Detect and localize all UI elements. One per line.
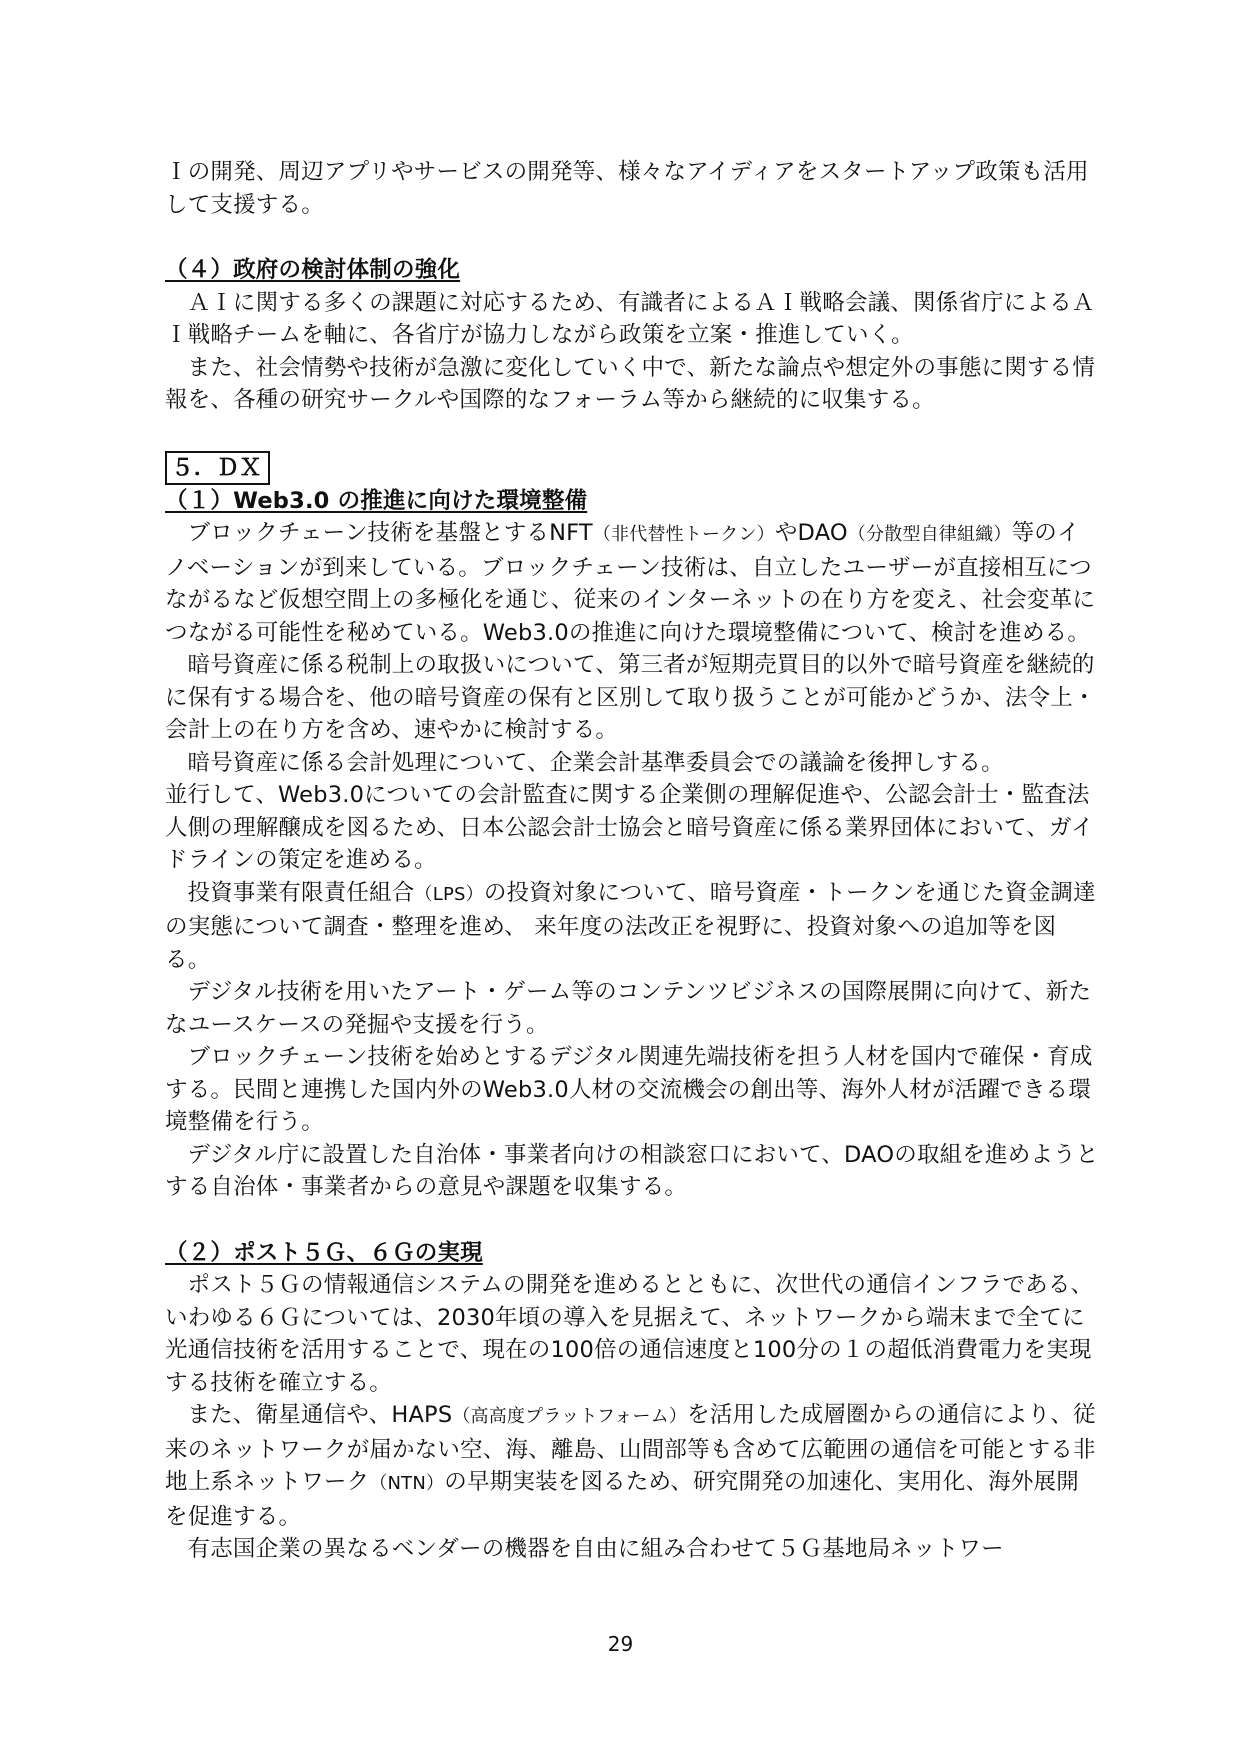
spacer (165, 417, 1100, 447)
paragraph-sec5-1-7: ブロックチェーン技術を始めとするデジタル関連先端技術を担う人材を国内で確保・育成する。民間と連携した国内外のWeb3.0人材の交流機会の創出等、海外人材が活躍できる環境整備を行う。 (165, 1044, 1093, 1135)
page-number: 29 (607, 1632, 634, 1656)
annotation-note: （分散型自律組織） (847, 524, 1012, 545)
heading-sec5-1: （１）Web3.0 の推進に向けた環境整備 (165, 487, 588, 514)
paragraph-sec4-1: ＡＩに関する多くの課題に対応するため、有識者によるＡＩ戦略会議、関係省庁によるＡＩ戦略チームを軸に、各省庁が協力しながら政策を立案・推進していく。 (165, 289, 1095, 348)
text-segment: を活用した成層圏からの通信により、従来のネットワークが届かない空、海、離島、山間部等も含めて広範囲の通信を可能とする非地上系ネットワーク (165, 1402, 1096, 1495)
paragraph-sec5-1-3: 暗号資産に係る会計処理について、企業会計基準委員会での議論を後押しする。 (187, 749, 1004, 776)
paragraph-sec5-2-3: 有志国企業の異なるベンダーの機器を自由に組み合わせて５Ｇ基地局ネットワー (187, 1536, 1004, 1562)
annotation-note: （NTN） (369, 1473, 445, 1494)
text-segment: また、衛星通信や、HAPS (187, 1402, 453, 1428)
text-segment: 等のイノベーションが到来している。ブロックチェーン技術は、自立したユーザーが直接相互につながるなど仮想空間上の多極化を通じ、従来のインターネットの在り方を変え、社会変革につながる可能性を秘めている。Web3.0の推進に向けた環境整備について、検討を進める。 (165, 520, 1096, 646)
spacer (165, 221, 1100, 254)
paragraph-sec4-2: また、社会情勢や技術が急激に変化していく中で、新たな論点や想定外の事態に関する情報を、各種の研究サークルや国際的なフォーラム等から継続的に収集する。 (165, 354, 1096, 413)
text-segment: の早期実装を図るため、研究開発の加速化、実用化、海外展開を促進する。 (165, 1469, 1079, 1530)
text-segment: 投資事業有限責任組合 (187, 879, 415, 906)
paragraph-sec5-1-4: 並行して、Web3.0についての会計監査に関する企業側の理解促進や、公認会計士・監査法人側の理解醸成を図るため、日本公認会計士協会と暗号資産に係る業界団体において、ガイドラインの策定を進める。 (165, 782, 1094, 873)
intro-paragraph: Ｉの開発、周辺アプリやサービスの開発等、様々なアイディアをスタートアップ政策も活用して支援する。 (165, 159, 1089, 218)
paragraph-sec5-2-1: ポスト５Ｇの情報通信システムの開発を進めるとともに、次世代の通信インフラである、いわゆる６Ｇについては、2030年頃の導入を見据えて、ネットワークから端末まで全てに光通信技術を活用することで、現在の100倍の通信速度と100分の１の超低消費電力を実現する技術を確立する。 (165, 1272, 1094, 1396)
annotation-note: （LPS） (414, 883, 484, 905)
paragraph-sec5-1-6: デジタル技術を用いたアート・ゲーム等のコンテンツビジネスの国際展開に向けて、新たなユースケースの発掘や支援を行う。 (165, 979, 1092, 1038)
paragraph-sec5-2-2 (165, 1399, 1100, 1533)
paragraph-sec5-1-2: 暗号資産に係る税制上の取扱いについて、第三者が短期売買目的以外で暗号資産を継続的に保有する場合を、他の暗号資産の保有と区別して取り扱うことが可能かどうか、法令上・会計上の在り方を含め、速やかに検討する。 (165, 652, 1096, 743)
text-segment: の投資対象について、暗号資産・トークンを通じた資金調達の実態について調査・整理を進め、 来年度の法改正を視野に、投資対象への追加等を図る。 (165, 879, 1096, 973)
spacer (165, 1204, 1100, 1237)
text-segment: ブロックチェーン技術を基盤とするNFT (187, 520, 593, 546)
heading-sec5-2: （２）ポスト５Ｇ、６Ｇの実現 (165, 1239, 483, 1266)
section-5-box-label: ５．ＤＸ (165, 451, 270, 485)
paragraph-sec5-1-1 (165, 517, 1100, 649)
text-segment: やDAO (774, 520, 848, 546)
document-body (165, 156, 1100, 1566)
paragraph-sec5-1-8: デジタル庁に設置した自治体・事業者向けの相談窓口において、DAOの取組を進めようとする自治体・事業者からの意見や課題を収集する。 (165, 1141, 1099, 1200)
paragraph-sec5-1-5 (165, 877, 1100, 977)
annotation-note: （高高度プラットフォーム） (452, 1406, 688, 1427)
heading-sec4: （４）政府の検討体制の強化 (165, 257, 461, 283)
annotation-note: （非代替性トークン） (592, 524, 775, 545)
